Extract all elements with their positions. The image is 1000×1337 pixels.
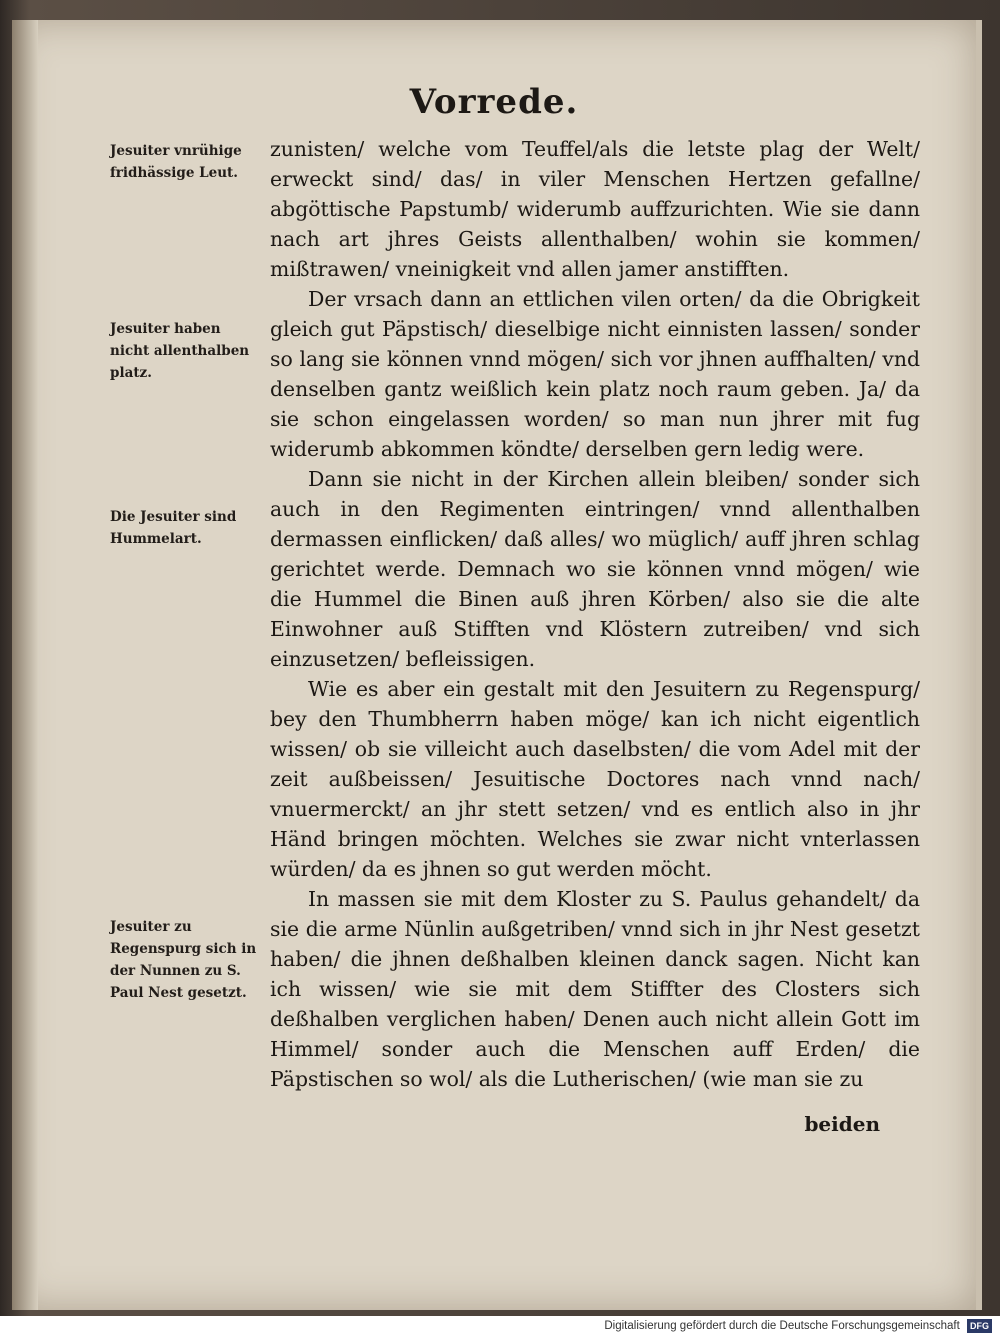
body-text xyxy=(270,134,920,1094)
page-header: Vorrede. xyxy=(409,82,579,122)
paragraph-3: Dann sie nicht in der Kirchen allein bleiben/ sonder sich auch in den Regimenten eintringen/ vnnd allenthalben dermassen einflicken/ daß alles/ wo müglich/ auff jhren schlag gerichtet werde. Demnach wo sie können vnnd mögen/ wie die Hummel die Binen auß jhren Körben/ also sie die alte Einwohner auß Stifften vnd Klöstern zutreiben/ vnd sich einzusetzen/ befleissigen. xyxy=(270,467,920,671)
dfg-logo: DFG xyxy=(967,1319,992,1333)
digitization-footer xyxy=(0,1316,1000,1337)
paragraph-4: Wie es aber ein gestalt mit den Jesuitern zu Regenspurg/ bey den Thumbherrn haben möge/ kan ich nicht eigentlich wissen/ ob sie villeicht auch daselbsten/ die vom Adel mit der zeit außbeissen/ Jesuitische Doctores nach vnnd nach/ vnuermerckt/ an jhr stett setzen/ vnd es entlich also in jhr Händ bringen möchten. Welches sie zwar nicht vnterlassen würden/ da es jhnen so gut werden möcht. xyxy=(270,677,920,881)
page-gutter xyxy=(12,20,38,1310)
paragraph-2: Der vrsach dann an ettlichen vilen orten/ da die Obrigkeit gleich gut Päpstisch/ dieselbige nicht einnisten lassen/ sonder so lang sie können vnnd mögen/ sich vor jhnen auffhalten/ vnd denselben gantz weißlich kein platz noch raum geben. Ja/ da sie schon eingelassen worden/ so man nun jhrer mit fug widerumb abkommen köndte/ derselben gern ledig were. xyxy=(270,287,920,461)
margin-note-2: Jesuiter haben nicht allenthalben platz. xyxy=(110,321,250,381)
margin-note-3: Die Jesuiter sind Hummelart. xyxy=(110,509,237,547)
footer-text: Digitalisierung gefördert durch die Deutsche Forschungsgemeinschaft xyxy=(604,1320,960,1332)
catchword: beiden xyxy=(804,1112,880,1136)
margin-note-1: Jesuiter vnrühige fridhässige Leut. xyxy=(110,143,242,181)
paragraph-5: In massen sie mit dem Kloster zu S. Paulus gehandelt/ da sie die arme Nünlin außgetriben/ vnnd sich in jhr Nest gesetzt haben/ die jhnen deßhalben kleinen danck sagen. Nicht kan ich wissen/ wie sie mit dem Stiffter des Closters sich deßhalben verglichen haben/ Denen auch nicht allein Gott im Himmel/ sonder auch die Menschen auff Erden/ die Päpstischen so wol/ als die Lutherischen/ (wie man sie zu xyxy=(270,887,920,1091)
margin-note-4: Jesuiter zu Regenspurg sich in der Nunnen zu S. Paul Nest gesetzt. xyxy=(110,919,257,1001)
book-page xyxy=(12,20,982,1310)
paragraph-1: zunisten/ welche vom Teuffel/als die letste plag der Welt/ erweckt sind/ das/ in viler Menschen Hertzen gefallne/ abgöttische Papstumb/ widerumb auffzurichten. Wie sie dann nach art jhres Geists allenthalben/ wohin sie kommen/ mißtrawen/ vneinigkeit vnd allen jamer anstifften. xyxy=(270,137,920,281)
